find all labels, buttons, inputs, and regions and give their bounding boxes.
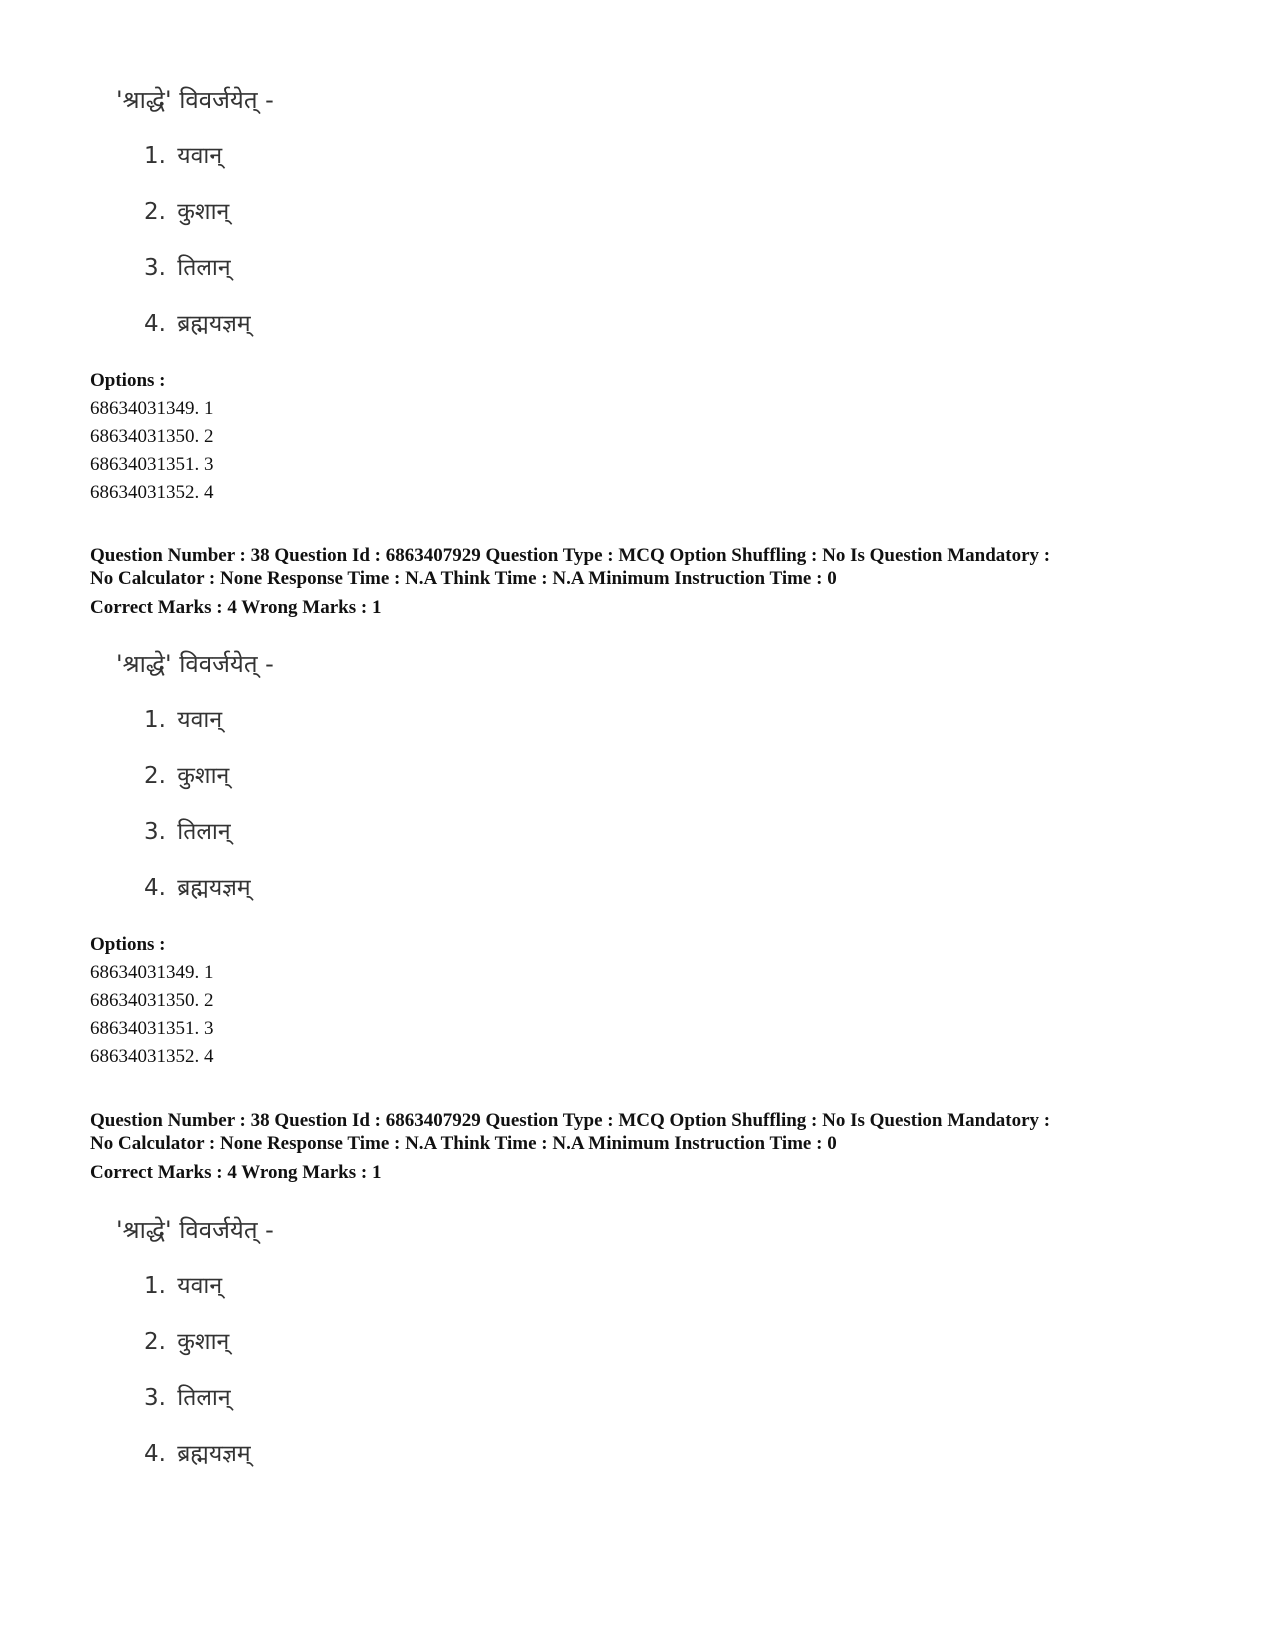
- choice-text: तिलान्: [177, 255, 231, 281]
- question-choice: [144, 760, 229, 792]
- choice-number: 3.: [144, 1385, 166, 1411]
- choice-text: तिलान्: [177, 819, 231, 845]
- question-meta-line: No Calculator : None Response Time : N.A Think Time : N.A Minimum Instruction Time : 0: [90, 1133, 837, 1154]
- choice-text: यवान्: [177, 143, 223, 169]
- choice-text: यवान्: [177, 1273, 223, 1299]
- question-choice: [144, 196, 229, 228]
- choice-text: ब्रह्मयज्ञम्: [177, 1441, 251, 1467]
- choice-text: तिलान्: [177, 1385, 231, 1411]
- choice-number: 2.: [144, 1329, 166, 1355]
- question-meta-line: Question Number : 38 Question Id : 6863407929 Question Type : MCQ Option Shuffling : No Is Question Mandatory :: [90, 1110, 1051, 1131]
- choice-text: यवान्: [177, 707, 223, 733]
- options-heading: Options :: [90, 934, 166, 955]
- options-heading: Options :: [90, 370, 166, 391]
- question-meta: [90, 1109, 1190, 1187]
- question-choice: [144, 872, 251, 904]
- marks-line: Correct Marks : 4 Wrong Marks : 1: [90, 597, 382, 618]
- question-choice: [144, 308, 251, 340]
- option-item: 68634031352. 4: [90, 482, 214, 503]
- choice-number: 4.: [144, 875, 166, 901]
- option-item: 68634031350. 2: [90, 990, 214, 1011]
- choice-text: कुशान्: [177, 199, 230, 225]
- question-choice: [144, 1382, 231, 1414]
- question-stem: 'श्राद्धे' विवर्जयेत् -: [116, 650, 274, 678]
- choice-number: 4.: [144, 311, 166, 337]
- choice-text: कुशान्: [177, 1329, 230, 1355]
- options-list: [90, 931, 690, 1071]
- choice-number: 1.: [144, 143, 166, 169]
- question-choice: [144, 1270, 222, 1302]
- question-choice: [144, 704, 222, 736]
- question-stem: 'श्राद्धे' विवर्जयेत् -: [116, 86, 274, 114]
- question-image: [112, 1214, 512, 1494]
- question-choice: [144, 252, 231, 284]
- choice-number: 4.: [144, 1441, 166, 1467]
- option-item: 68634031351. 3: [90, 1018, 214, 1039]
- question-choice: [144, 1438, 251, 1470]
- question-choice: [144, 140, 222, 172]
- option-item: 68634031350. 2: [90, 426, 214, 447]
- choice-number: 3.: [144, 819, 166, 845]
- option-item: 68634031349. 1: [90, 962, 214, 983]
- option-item: 68634031349. 1: [90, 398, 214, 419]
- question-stem: 'श्राद्धे' विवर्जयेत् -: [116, 1216, 274, 1244]
- question-meta: [90, 544, 1190, 622]
- choice-number: 1.: [144, 707, 166, 733]
- options-list: [90, 367, 690, 507]
- question-image: [112, 648, 512, 928]
- choice-text: ब्रह्मयज्ञम्: [177, 875, 251, 901]
- question-choice: [144, 1326, 229, 1358]
- option-item: 68634031352. 4: [90, 1046, 214, 1067]
- question-choice: [144, 816, 231, 848]
- question-meta-line: Question Number : 38 Question Id : 6863407929 Question Type : MCQ Option Shuffling : No Is Question Mandatory :: [90, 545, 1051, 566]
- choice-text: कुशान्: [177, 763, 230, 789]
- question-meta-line: No Calculator : None Response Time : N.A Think Time : N.A Minimum Instruction Time : 0: [90, 568, 837, 589]
- marks-line: Correct Marks : 4 Wrong Marks : 1: [90, 1162, 382, 1183]
- choice-number: 2.: [144, 199, 166, 225]
- question-image: [112, 84, 512, 364]
- choice-number: 1.: [144, 1273, 166, 1299]
- option-item: 68634031351. 3: [90, 454, 214, 475]
- choice-number: 3.: [144, 255, 166, 281]
- choice-number: 2.: [144, 763, 166, 789]
- choice-text: ब्रह्मयज्ञम्: [177, 311, 251, 337]
